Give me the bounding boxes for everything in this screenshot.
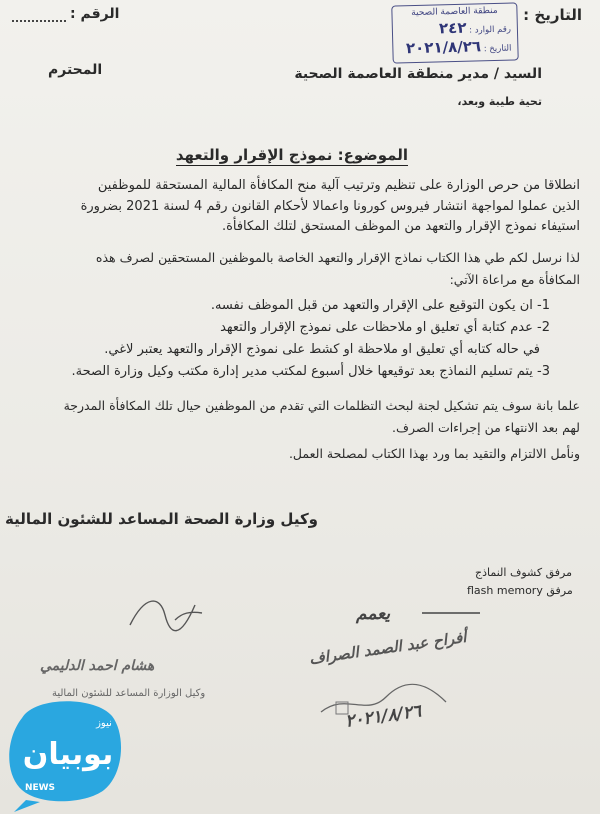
stamp-incoming-number: ٢٤٢ [438,18,467,38]
list-item-2-note: في حاله كتابه أي تعليق او ملاحظة او كشط على نموذج الإقرار والتعهد يعتبر لاغي. [104,342,540,357]
addressee-honorific: المحترم [48,62,103,78]
svg-text:بوبيان: بوبيان [22,737,114,772]
list-item-1: 1- ان يكون التوقيع على الإقرار والتعهد من قبل الموظف نفسه. [210,298,550,313]
stamp-date-value: ٢٠٢١/٨/٢٦ [405,37,482,58]
stamp-incoming-label: رقم الوارد : [469,24,512,36]
left-signature-name: هشام احمد الدليمي [40,658,155,674]
stamp-date-row [393,36,517,58]
list-item-2: 2- عدم كتابة أي تعليق او ملاحظات على نموذج الإقرار والتعهد [220,320,550,335]
reference-dotted-line [12,20,66,22]
right-signature-note: يعمم [356,604,391,624]
addressee-to: السيد / مدير منطقة العاصمة الصحية [294,66,542,82]
attachment-1: مرفق كشوف النماذج [475,566,572,579]
attachment-2-label: مرفق [546,584,573,597]
right-signature-date: ٢٠٢١/٨/٢٦ [344,701,423,732]
list-item-3: 3- يتم تسليم النماذج بعد توقيعها خلال أسبوع لمكتب مدير إدارة مكتب وكيل وزارة الصحة. [71,364,550,379]
svg-text:نيوز: نيوز [96,718,112,729]
bobyan-news-logo [0,690,130,814]
paragraph-3-line-2: لهم بعد الانتهاء من إجراءات الصرف. [392,420,580,435]
attachment-2 [467,584,573,597]
greeting: تحية طيبة وبعد، [457,95,542,108]
signatory-title: وكيل وزارة الصحة المساعد للشئون المالية [4,510,318,528]
reference-label: الرقم : [70,6,120,22]
paragraph-1-line-1: انطلاقا من حرص الوزارة على تنظيم وترتيب آلية منح المكافأة المالية المستحقة للموظفين [97,178,580,193]
right-signature-name: أفراح عبد الصمد الصراف [308,627,468,668]
attachment-2-value: flash memory [467,584,543,597]
paragraph-1-line-3: استيفاء نموذج الإقرار والتعهد من الموظف المستحق لتلك المكافأة. [221,219,580,234]
paragraph-1-line-2: الذين عملوا لمواجهة انتشار فيروس كورونا واعمالا لأحكام القانون رقم 4 لسنة 2021 بضرورة [80,199,580,214]
subject-line: الموضوع: نموذج الإقرار والتعهد [175,146,408,164]
closing-line: ونأمل الالتزام والتقيد بما ورد بهذا الكتاب لمصلحة العمل. [288,446,580,461]
stamp-date-label: التاريخ : [483,43,512,55]
incoming-stamp [391,2,518,63]
stamp-org: منطقة العاصمة الصحية [411,5,498,19]
svg-text:NEWS: NEWS [24,783,56,793]
date-label: التاريخ : [523,6,582,24]
paragraph-3-line-1: علما بانة سوف يتم تشكيل لجنة لبحث التظلمات التي تقدم من الموظفين حيال تلك المكافأة المدرجة [63,398,580,413]
left-signature-title: وكيل الوزارة المساعد للشئون المالية [52,688,206,699]
paragraph-2-line-1: لذا نرسل لكم طي هذا الكتاب نماذج الإقرار والتعهد الخاصة بالموظفين المستحقين لصرف هذه [95,250,580,265]
left-signature-scribble [120,585,210,645]
paragraph-2-line-2: المكافأة مع مراعاة الآتي: [449,272,580,287]
right-signature-dash [420,606,490,620]
